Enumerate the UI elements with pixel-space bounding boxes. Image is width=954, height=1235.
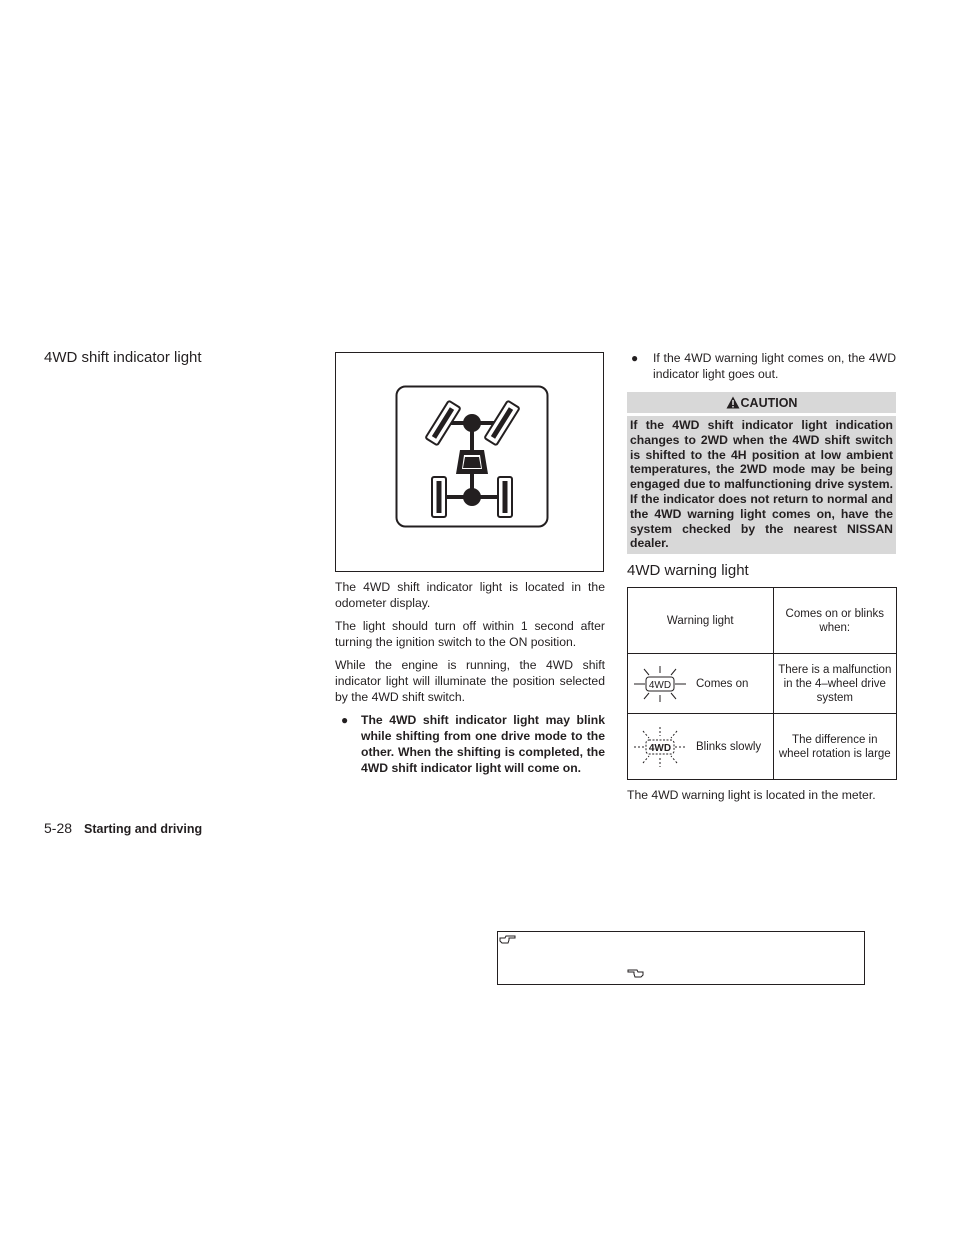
caution-header <box>627 392 896 413</box>
page-footer <box>44 820 202 836</box>
page-number: 5-28 <box>44 820 73 836</box>
bullet-blink <box>335 712 605 776</box>
4wd-warning-light-blinking-icon <box>634 726 686 768</box>
4wd-icon-text: 4WD <box>648 679 672 691</box>
4wd-icon-text: 4WD <box>648 742 672 754</box>
pointing-hand-icon <box>626 967 644 979</box>
middle-text <box>335 579 605 776</box>
paragraph-location: The 4WD shift indicator light is located in the odometer display. <box>335 580 605 610</box>
warning-light-note: The 4WD warning light is located in the meter. <box>627 788 876 802</box>
table-cell-condition: There is a malfunction in the 4–wheel drive system <box>773 654 896 714</box>
table-cell-light <box>628 714 774 780</box>
table-header-cell: Comes on or blinks when: <box>773 588 896 654</box>
paragraph-illuminate: While the engine is running, the 4WD shift indicator light will illuminate the position selected by the 4WD shift switch. <box>335 658 605 704</box>
caution-text: If the 4WD shift indicator light indication changes to 2WD when the 4WD shift switch is shifted to the 4H position at low ambient temperatures, the 2WD mode may be being engaged due to malfunctioning drive system. If the indicator does not return to normal and the 4WD warning light comes on, have the system checked by the nearest NISSAN dealer. <box>627 416 896 554</box>
table-header-row <box>628 588 897 654</box>
bullet-warning-text: If the 4WD warning light comes on, the 4WD indicator light goes out. <box>653 351 896 381</box>
table-row <box>628 714 897 780</box>
state-label: Comes on <box>696 677 749 690</box>
chapter-title: Starting and driving <box>84 822 203 836</box>
4wd-warning-light-icon <box>634 664 686 704</box>
caution-box <box>627 392 896 554</box>
table-row <box>628 654 897 714</box>
warning-table <box>627 587 897 780</box>
paragraph-turn-off: The light should turn off within 1 second after turning the ignition switch to the ON position. <box>335 619 605 649</box>
caution-label: CAUTION <box>740 395 798 410</box>
table-header-cell: Warning light <box>628 588 774 654</box>
pointing-hand-icon <box>499 933 517 945</box>
section-title-shift-indicator: 4WD shift indicator light <box>44 349 202 366</box>
state-label: Blinks slowly <box>696 740 762 753</box>
bullet-icon: ● <box>341 713 349 727</box>
figure-frame <box>335 352 604 572</box>
warning-triangle-icon <box>726 396 740 409</box>
4wd-shift-indicator-icon <box>395 385 549 528</box>
reference-box <box>497 931 865 985</box>
section-title-warning-light: 4WD warning light <box>627 562 749 579</box>
bullet-blink-text: The 4WD shift indicator light may blink while shifting from one drive mode to the other. When the shifting is completed, the 4WD shift indicator light will come on. <box>361 713 605 775</box>
table-cell-condition: The difference in wheel rotation is large <box>773 714 896 780</box>
right-bullet <box>627 350 896 382</box>
table-cell-light <box>628 654 774 714</box>
bullet-icon: ● <box>631 351 639 365</box>
